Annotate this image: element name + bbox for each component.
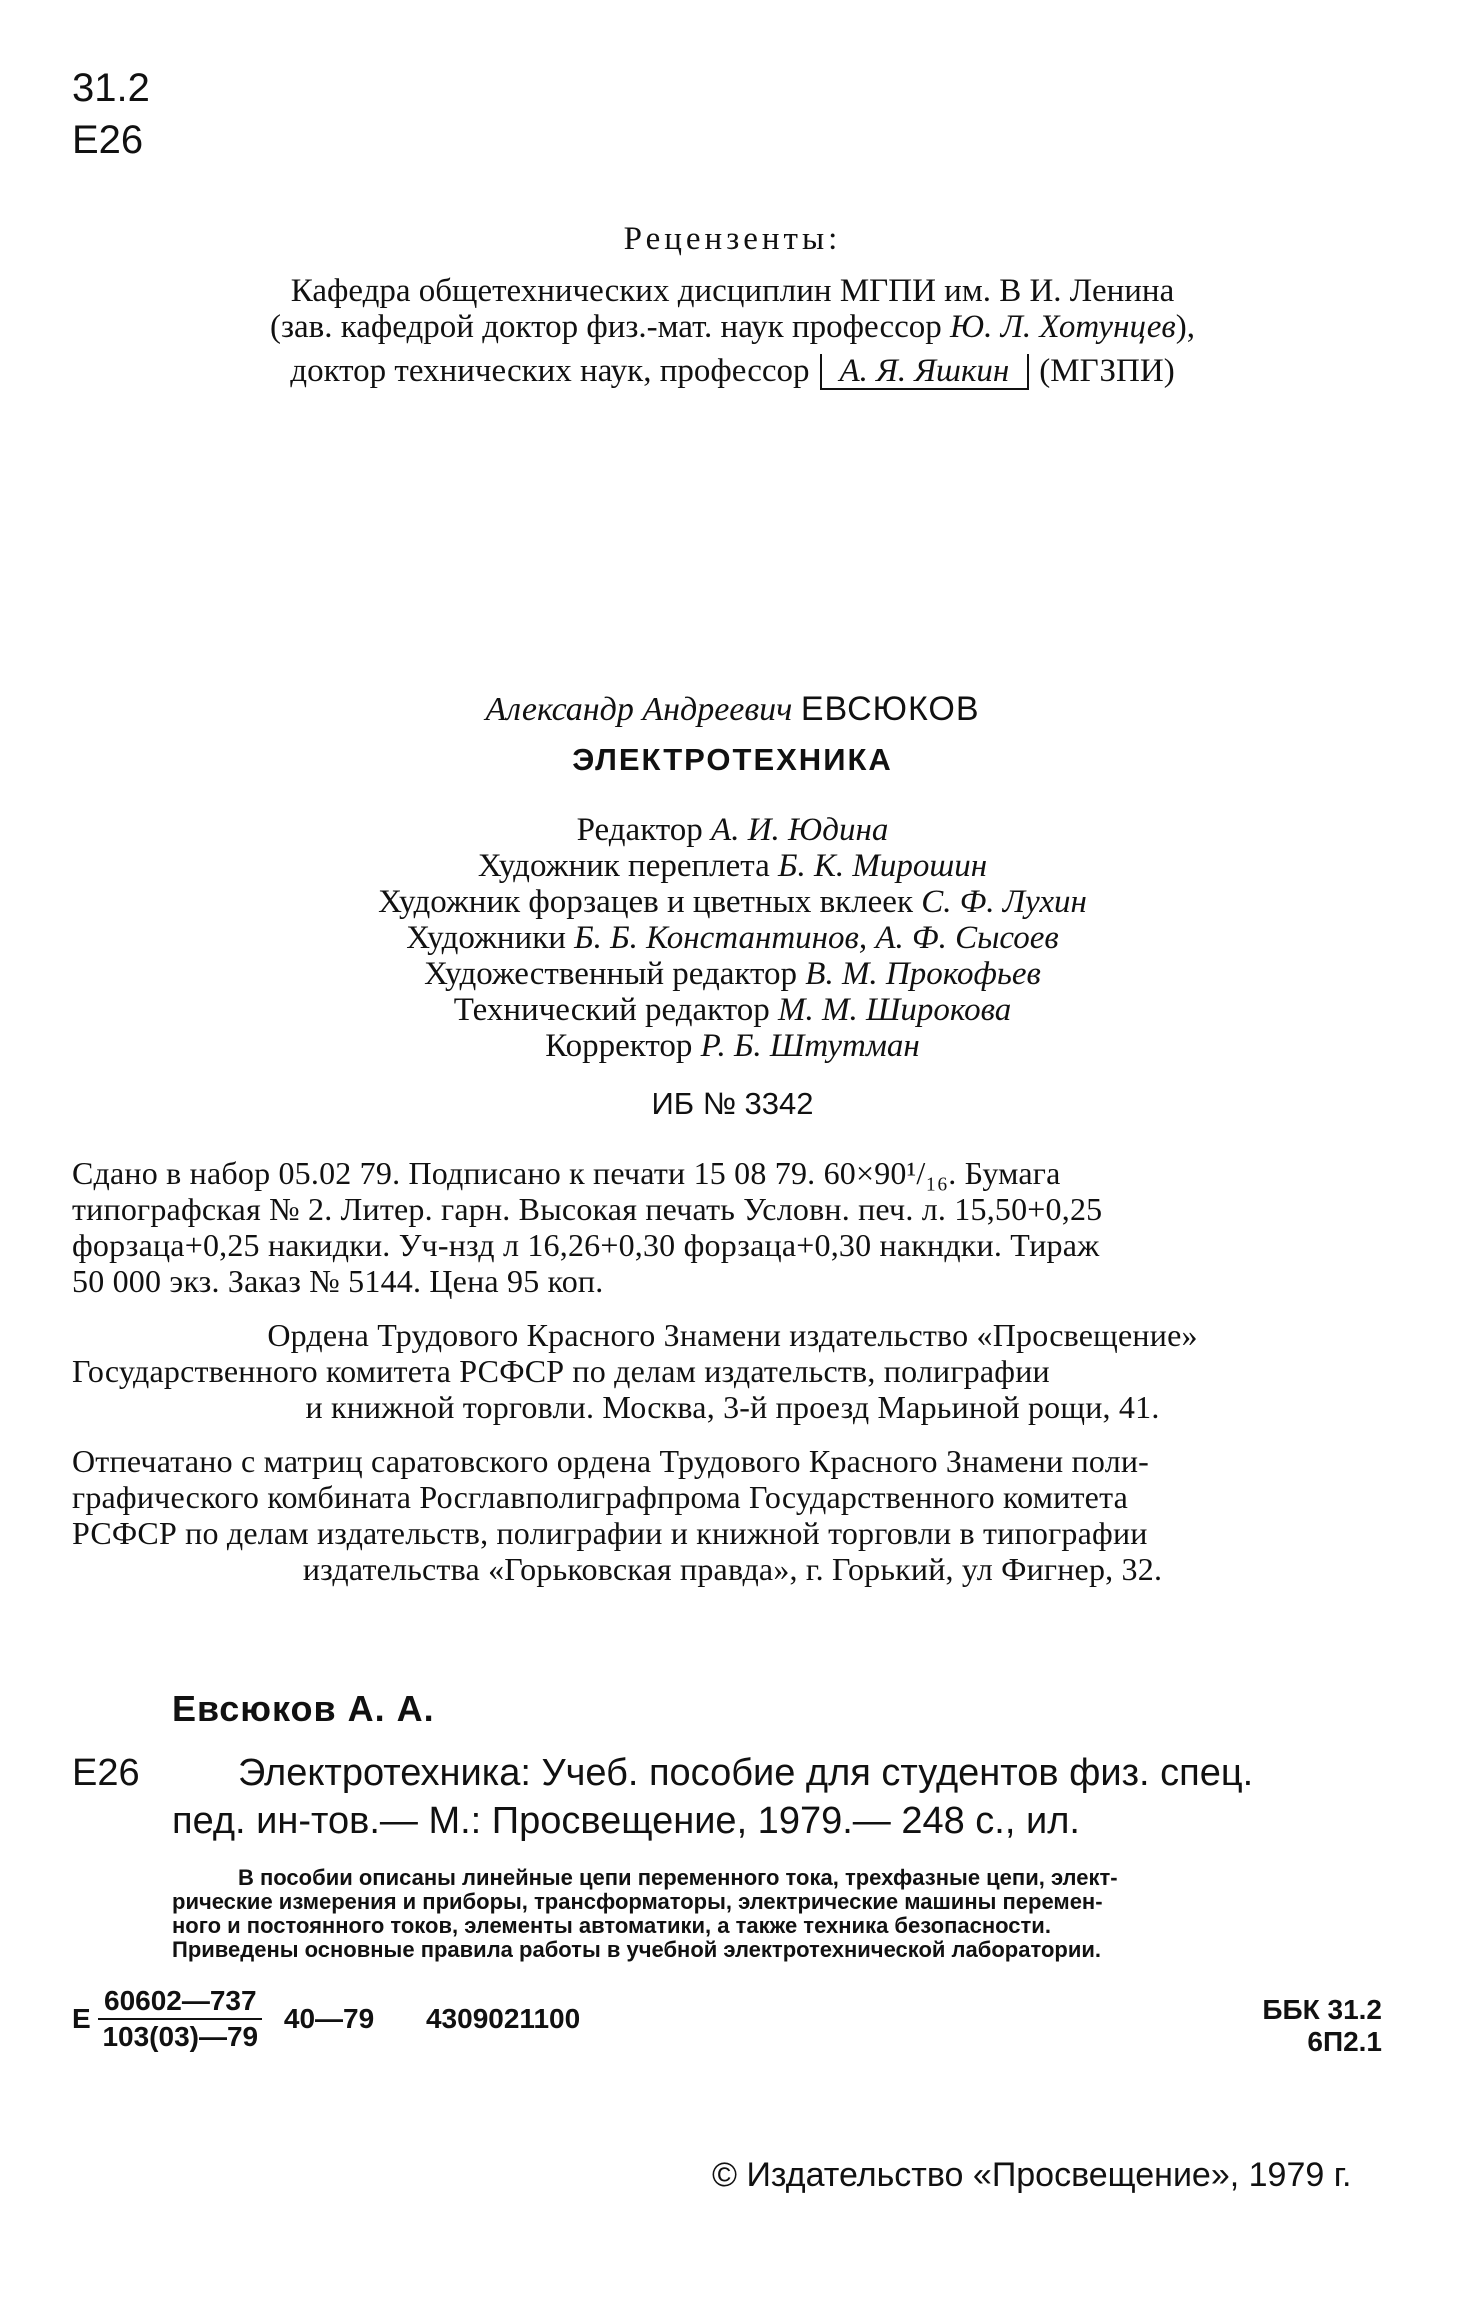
credit-line <box>0 848 1465 884</box>
credit-name: Р. Б. Штутман <box>700 1028 920 1064</box>
author-full-name <box>0 690 1465 729</box>
credit-line <box>0 1028 1465 1064</box>
formula-numerator: 60602—737 <box>98 1984 262 2020</box>
credit-role: Корректор <box>545 1028 693 1064</box>
reviewer-line-3 <box>0 352 1465 390</box>
bbk-subcode: 6П2.1 <box>1307 2026 1382 2057</box>
credit-line <box>0 920 1465 956</box>
formula-denominator: 103(03)—79 <box>102 2021 259 2052</box>
annotation-line: ного и постоянного токов, элементы автоматики, а также техника безопасности. <box>172 1913 1051 1938</box>
catalog-author-heading: Евсюков А. А. <box>172 1688 435 1729</box>
reviewers-heading: Рецензенты: <box>623 221 842 257</box>
printer-line: Отпечатано с матриц саратовского ордена Трудового Красного Знамени поли- <box>72 1443 1150 1479</box>
author-surname: ЕВСЮКОВ <box>800 690 980 728</box>
credit-name: В. М. Прокофьев <box>805 956 1041 992</box>
formula-code: 4309021100 <box>425 2003 581 2034</box>
catalog-description-line-1: Электротехника: Учеб. пособие для студентов физ. спец. <box>238 1752 1254 1794</box>
printer-line: РСФСР по делам издательств, полиграфии и книжной торговли в типографии <box>72 1515 1148 1551</box>
reviewer-line-2-end: ), <box>1175 309 1195 345</box>
imprint-line: форзаца+0,25 накидки. Уч-нзд л 16,26+0,30 форзаца+0,30 накндки. Тираж <box>72 1227 1100 1263</box>
credit-role: Технический редактор <box>453 992 770 1028</box>
author-mark: E26 <box>72 118 144 162</box>
credit-line <box>0 992 1465 1028</box>
credit-name: А. И. Юдина <box>711 812 889 848</box>
imprint-line: Сдано в набор 05.02 79. Подписано к печати 15 08 79. 60×90¹/₁₆. Бумага <box>72 1155 1061 1191</box>
classification-formula <box>72 1984 580 2054</box>
reviewer-line-2-text: (зав. кафедрой доктор физ.-мат. наук профессор <box>269 309 951 345</box>
printer-line: издательства «Горьковская правда», г. Горький, ул Фигнер, 32. <box>302 1551 1163 1587</box>
imprint-line: 50 000 экз. Заказ № 5144. Цена 95 коп. <box>72 1263 604 1299</box>
catalog-code: Е26 <box>72 1752 140 1794</box>
reviewer-name-khotuntsev: Ю. Л. Хотунцев <box>950 309 1176 345</box>
memorial-box-yashkin: А. Я. Яшкин <box>820 354 1030 390</box>
credit-line <box>0 956 1465 992</box>
credit-role: Художники <box>406 920 566 956</box>
credit-role: Художественный редактор <box>424 956 798 992</box>
formula-letter: Е <box>72 2003 91 2034</box>
reviewer-line-2 <box>0 308 1465 346</box>
annotation-line: В пособии описаны линейные цепи переменного тока, трехфазные цепи, элект- <box>238 1865 1118 1890</box>
bbk-code: ББК 31.2 <box>1262 1994 1382 2025</box>
author-given-names: Александр Андреевич <box>485 691 793 728</box>
printer-line: графического комбината Росглавполиграфпрома Государственного комитета <box>72 1479 1129 1515</box>
imprint-line: типографская № 2. Литер. гарн. Высокая печать Условн. печ. л. 15,50+0,25 <box>72 1191 1103 1227</box>
credit-role: Редактор <box>576 812 703 848</box>
annotation-line: Приведены основные правила работы в учебной электротехнической лаборатории. <box>172 1937 1101 1962</box>
udk-code: 31.2 <box>72 66 150 110</box>
copyright-notice: © Издательство «Просвещение», 1979 г. <box>712 2156 1352 2194</box>
credit-name: С. Ф. Лухин <box>921 884 1087 920</box>
annotation-line: рические измерения и приборы, трансформаторы, электрические машины перемен- <box>172 1889 1103 1914</box>
credit-role: Художник форзацев и цветных вклеек <box>378 884 913 920</box>
formula-fraction <box>98 1984 262 2054</box>
reviewer-affiliation: (МГЗПИ) <box>1039 353 1175 389</box>
credit-name: Б. К. Мирошин <box>778 848 988 884</box>
book-title: ЭЛЕКТРОТЕХНИКА <box>572 742 893 777</box>
credit-line <box>0 884 1465 920</box>
credit-name: Б. Б. Константинов, А. Ф. Сысоев <box>574 920 1059 956</box>
formula-suffix: 40—79 <box>283 2003 375 2034</box>
credit-line <box>0 812 1465 848</box>
publisher-line: Государственного комитета РСФСР по делам издательств, полиграфии <box>72 1353 1050 1389</box>
publisher-line: и книжной торговли. Москва, 3-й проезд Марьиной рощи, 41. <box>305 1389 1160 1425</box>
catalog-description-line-2: пед. ин-тов.— М.: Просвещение, 1979.— 248 с., ил. <box>172 1800 1080 1842</box>
reviewer-line-1: Кафедра общетехнических дисциплин МГПИ им. В И. Ленина <box>290 273 1175 309</box>
ib-number: ИБ № 3342 <box>651 1086 814 1121</box>
credit-role: Художник переплета <box>477 848 770 884</box>
reviewer-line-3-text: доктор технических наук, профессор <box>290 353 810 389</box>
credit-name: М. М. Широкова <box>778 992 1012 1028</box>
publisher-line: Ордена Трудового Красного Знамени издательство «Просвещение» <box>267 1317 1198 1353</box>
